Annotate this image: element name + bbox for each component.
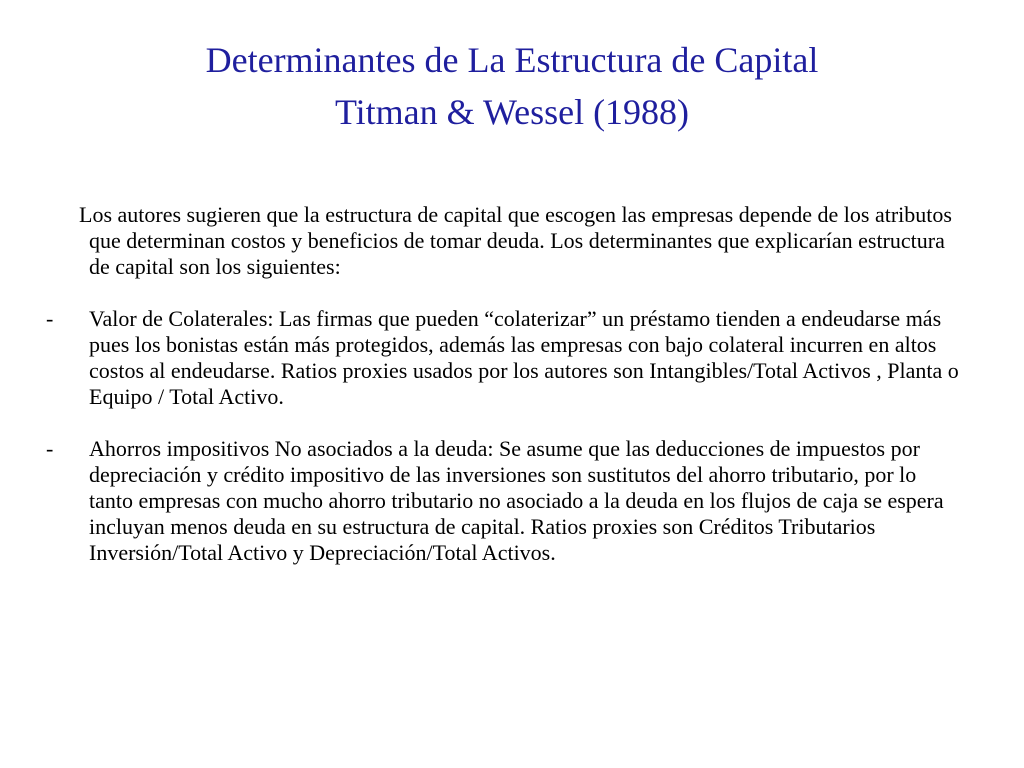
list-item-text: Valor de Colaterales: Las firmas que pueden “colaterizar” un préstamo tienden a endeudarse más pues los bonistas están más protegidos, además las empresas con bajo colateral incurren en altos costos al endeudarse. Ratios proxies usados por los autores son Intangibles/Total Activos , Planta o Equipo / Total Activo. <box>89 306 959 409</box>
title-line-1: Determinantes de La Estructura de Capital <box>205 40 819 80</box>
list-item <box>45 306 965 410</box>
intro-paragraph: Los autores sugieren que la estructura de capital que escogen las empresas depende de los atributos que determinan costos y beneficios de tomar deuda. Los determinantes que explicarían estructura de capital son los siguientes: <box>79 202 952 279</box>
title-line-2: Titman & Wessel (1988) <box>334 92 690 132</box>
slide-body <box>45 202 965 566</box>
list-item-text: Ahorros impositivos No asociados a la deuda: Se asume que las deducciones de impuestos por depreciación y crédito impositivo de las inversiones son sustitutos del ahorro tributario, por lo tanto empresas con mucho ahorro tributario no asociado a la deuda en los flujos de caja se espera incluyan menos deuda en su estructura de capital. Ratios proxies son Créditos Tributarios Inversión/Total Activo y Depreciación/Total Activos. <box>89 436 944 565</box>
bullet-dash: - <box>46 436 54 461</box>
list-item <box>45 436 965 566</box>
slide-title <box>0 34 1024 138</box>
bullet-dash: - <box>46 306 54 331</box>
